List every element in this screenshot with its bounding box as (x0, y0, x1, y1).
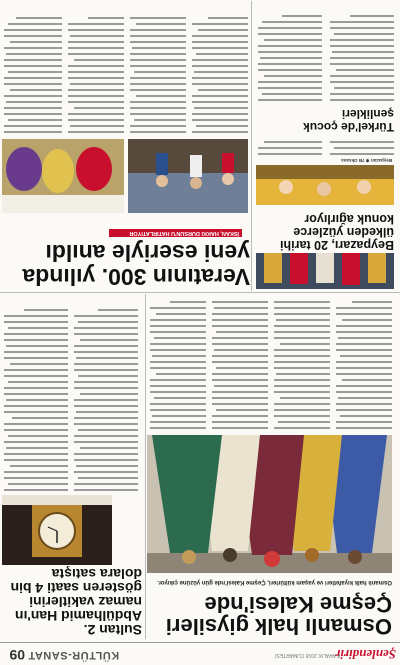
main-spot: Osmanlı halk kıyafetleri ve yaşam kültürleri, Çeşme Kalesi'nde gün yüzüne çıkıyor. (157, 579, 392, 585)
masthead (0, 642, 400, 665)
brand-logo: Şenlendirir (335, 647, 396, 662)
dateline: 8 ARALIK 2018 CUMARTESİ (275, 652, 340, 658)
main-headline: Osmanlı halk giysileri Çeşme Kalesi'nde (165, 592, 392, 639)
beypazari-headline: Beypazarı, 20 tarihi ülkeden yüzlerce konuk ağırlıyor (280, 212, 394, 252)
veraset-tag: İSKAN, HAKKI DURSUN'U HATIRLATIYOR (109, 229, 242, 237)
clock-photo (2, 495, 112, 565)
beypazari-body-text (256, 135, 394, 157)
page-number: 09 (9, 647, 25, 663)
main-body-text (147, 291, 392, 431)
costume-photo-large (147, 435, 392, 573)
tokuc-body-text (256, 5, 394, 103)
sultan-body-text (2, 293, 138, 493)
column-divider-bottom (251, 1, 252, 291)
section-divider (0, 292, 400, 293)
dancers-photo (256, 253, 394, 289)
tokuc-headline: Türkel'de çocuk şenlikleri (303, 107, 394, 134)
veraset-headline: Veratının 300. yılında yeni eseriyle anıldı (22, 240, 250, 290)
festival-photo-right (2, 139, 124, 213)
sultan-headline: Sultan 2. Abdülhamid Han'ın namaz vakitlerini gösteren saati 4 bin dolara satışta (10, 566, 142, 638)
festival-photo-left (128, 139, 248, 213)
column-divider (145, 294, 146, 639)
veraset-band (0, 215, 250, 289)
beypazari-caption: Beypazarı ✱ 7B Oksana (341, 158, 392, 163)
children-photo (256, 165, 394, 205)
veraset-body-text (2, 5, 248, 135)
section-title: KÜLTÜR-SANAT (28, 649, 120, 661)
